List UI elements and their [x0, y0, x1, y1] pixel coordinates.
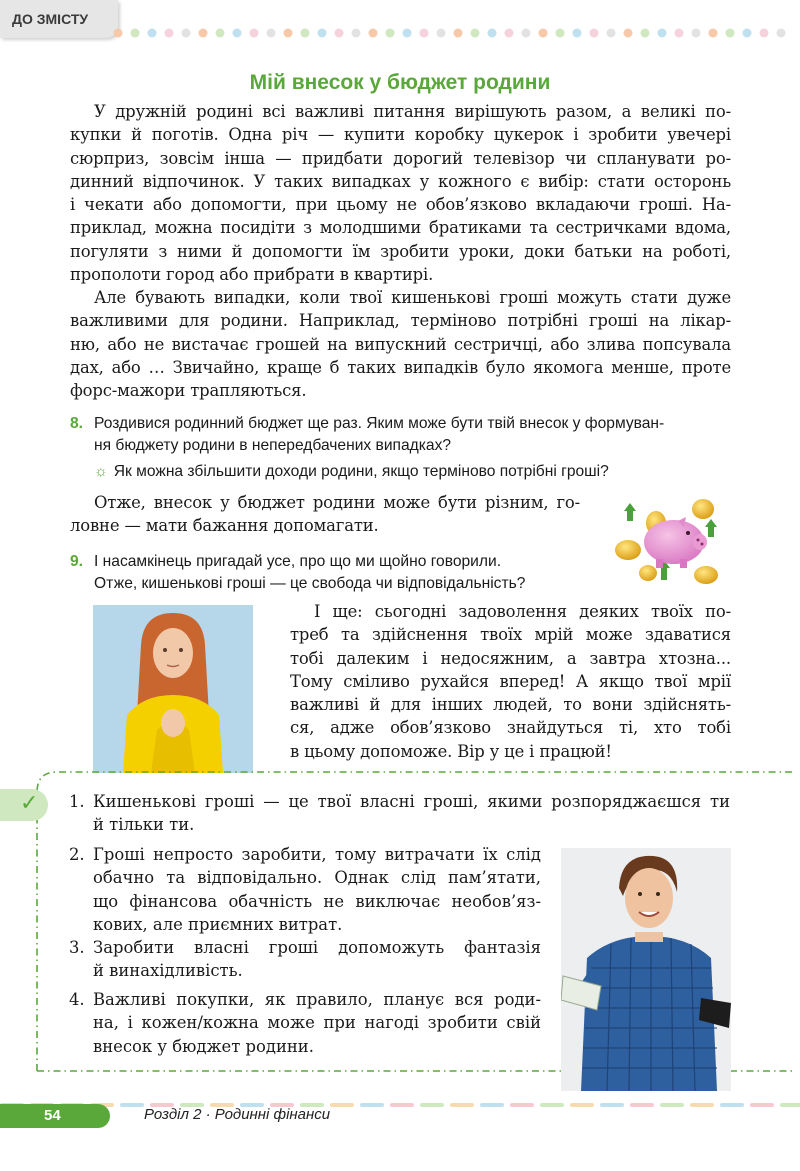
decor-dot: [471, 29, 480, 38]
decor-dot: [335, 29, 344, 38]
decor-dot: [284, 29, 293, 38]
text-line: треб та здійснення твоїх мрій може здаватися: [290, 625, 731, 645]
sun-icon: ☼: [94, 463, 108, 480]
paragraph-dreams: [290, 600, 731, 763]
decor-dot: [386, 29, 395, 38]
summary-line: Важливі покупки, як правило, планує вся роди-: [93, 990, 541, 1009]
decor-dot: [403, 29, 412, 38]
decor-dot: [114, 29, 123, 38]
text-line: Але бувають випадки, коли твої кишенькові гроші можуть стати дуже: [94, 288, 731, 307]
task-line: ня бюджету родини в непередбачених випадках?: [94, 437, 452, 454]
summary-number: 1.: [69, 792, 85, 811]
summary-check-tab: [0, 789, 48, 821]
back-to-contents-button[interactable]: ДО ЗМІСТУ: [0, 0, 118, 38]
text-line: Отже, внесок у бюджет родини може бути різним, го-: [94, 493, 580, 512]
text-line: погуляти з ними й допомогти їм зробити уроки, доки батьки на роботі,: [70, 241, 731, 261]
summary-number: 4.: [69, 990, 85, 1009]
decor-dot: [369, 29, 378, 38]
summary-line: й тільки ти.: [93, 815, 195, 835]
summary-number: 2.: [69, 845, 85, 864]
task-line: Роздивися родинний бюджет ще раз. Яким може бути твій внесок у формуван-: [94, 415, 665, 432]
summary-number: 3.: [69, 938, 85, 957]
decor-dot: [165, 29, 174, 38]
summary-line: Заробити власні гроші допоможуть фантазія: [93, 938, 541, 957]
decor-dot: [590, 29, 599, 38]
decorative-stripes: [0, 1093, 800, 1099]
decor-dot: [658, 29, 667, 38]
text-line: прополоти город або прибрати в квартирі.: [70, 265, 434, 285]
decor-dot: [148, 29, 157, 38]
decor-dot: [216, 29, 225, 38]
text-line: ловне — мати бажання допомагати.: [70, 516, 379, 536]
decor-dot: [624, 29, 633, 38]
text-line: Тому сміливо рухайся вперед! А якщо твої мрії: [290, 671, 731, 691]
decor-dot: [437, 29, 446, 38]
summary-line: що фінансова обачність не виключає необов’яз-: [93, 891, 541, 911]
task-line: І насамкінець пригадай усе, про що ми щойно говорили.: [94, 553, 502, 570]
text-line: тобі далеким і недосяжним, а завтра хтозна...: [290, 648, 731, 668]
decor-dot: [131, 29, 140, 38]
decor-dot: [607, 29, 616, 38]
decor-dot: [233, 29, 242, 38]
decor-dot: [556, 29, 565, 38]
page-number: 54: [0, 1104, 110, 1128]
text-line: динний відпочинок. У таких випадках у кожного є вибір: стати осторонь: [70, 171, 731, 191]
decor-stripe: [660, 1103, 684, 1107]
decorative-dots: [112, 27, 792, 39]
text-line: ся, адже обов’язково знайдуться ті, хто тобі: [290, 718, 731, 738]
decor-dot: [709, 29, 718, 38]
decor-stripe: [570, 1103, 594, 1107]
text-line: сюрприз, зовсім інша — придбати дорогий телевізор чи спланувати ро-: [70, 148, 731, 168]
decor-dot: [267, 29, 276, 38]
text-line: У дружній родині всі важливі питання вирішують разом, а великі по-: [94, 102, 731, 121]
decor-dot: [318, 29, 327, 38]
decor-stripe: [780, 1103, 800, 1107]
decor-dot: [726, 29, 735, 38]
page-title: Мій внесок у бюджет родини: [249, 71, 551, 94]
text-line: важливими для родини. Наприклад, терміново потрібні гроші на лікар-: [70, 311, 731, 331]
text-line: купки й поготів. Одна річ — купити коробку цукерок і зробити увечері: [70, 125, 731, 145]
summary-item: [69, 988, 541, 1058]
decor-stripe: [360, 1103, 384, 1107]
text-line: ню, або не вистачає грошей на випускний сестричці, або злива попсувала: [70, 334, 731, 354]
summary-line: внесок у бюджет родини.: [93, 1036, 314, 1056]
decor-dot: [352, 29, 361, 38]
girl-photo: [93, 605, 253, 773]
decor-stripe: [630, 1103, 654, 1107]
paragraph-conclusion: [70, 491, 580, 538]
decor-dot: [539, 29, 548, 38]
summary-line: Гроші непросто заробити, тому витрачати їх слід: [93, 845, 541, 864]
summary-line: й винахідливість.: [93, 961, 243, 981]
checkmark-icon: ✓: [20, 791, 39, 816]
task-number: 9.: [70, 553, 84, 570]
section-title: Розділ 2 · Родинні фінанси: [144, 1106, 331, 1123]
decor-stripe: [330, 1103, 354, 1107]
decor-stripe: [390, 1103, 414, 1107]
decor-dot: [777, 29, 786, 38]
summary-item: [69, 790, 730, 837]
summary-line: Кишенькові гроші — це твої власні гроші, якими розпоряджаєшся ти: [93, 792, 730, 811]
decor-stripe: [720, 1103, 744, 1107]
summary-line: кових, але приємних витрат.: [93, 914, 343, 934]
piggy-bank-coins-illustration: [608, 495, 728, 590]
decor-dot: [641, 29, 650, 38]
decor-dot: [301, 29, 310, 38]
decor-stripe: [120, 1103, 144, 1107]
summary-line: на, і кожен/кожна може при нагоді зробити свій: [93, 1013, 541, 1033]
text-line: і чекати або допомогти, при цьому не обов’язково вкладаючи гроші. На-: [70, 195, 731, 215]
task-8-sub-question: [94, 461, 609, 483]
decor-dot: [743, 29, 752, 38]
paragraph-emergencies: [70, 286, 731, 402]
text-line: форс-мажори трапляються.: [70, 381, 307, 401]
decor-dot: [488, 29, 497, 38]
text-line: дах, або … Звичайно, краще б таких випадків було якомога менше, проте: [70, 357, 731, 377]
task-number: 8.: [70, 415, 84, 432]
decor-stripe: [420, 1103, 444, 1107]
summary-item: [69, 936, 541, 983]
decor-dot: [454, 29, 463, 38]
decor-dot: [760, 29, 769, 38]
task-9: [70, 551, 594, 595]
text-line: приклад, можна посидіти з молодшими братиками та сестричками вдома,: [70, 218, 731, 238]
decor-dot: [675, 29, 684, 38]
decor-dot: [182, 29, 191, 38]
decor-dot: [505, 29, 514, 38]
decor-stripe: [750, 1103, 774, 1107]
decor-dot: [420, 29, 429, 38]
decor-stripe: [540, 1103, 564, 1107]
text-line: І ще: сьогодні задоволення деяких твоїх по-: [314, 602, 731, 621]
decor-stripe: [480, 1103, 504, 1107]
decor-dot: [573, 29, 582, 38]
decor-stripe: [510, 1103, 534, 1107]
decor-dot: [250, 29, 259, 38]
task-8: [70, 413, 734, 457]
decor-dot: [199, 29, 208, 38]
decor-dot: [522, 29, 531, 38]
paragraph-intro: [70, 100, 731, 286]
boy-photo: [561, 848, 731, 1091]
text-line: важливі й для інших людей, то вони здійснять-: [290, 695, 731, 715]
sub-question-text: Як можна збільшити доходи родини, якщо терміново потрібні гроші?: [113, 463, 609, 480]
decor-stripe: [600, 1103, 624, 1107]
summary-item: [69, 843, 541, 936]
text-line: в цьому допоможе. Вір у це і працюй!: [290, 741, 612, 761]
summary-line: обачно та відповідально. Однак слід пам’ятати,: [93, 868, 541, 888]
decor-stripe: [690, 1103, 714, 1107]
task-line: Отже, кишенькові гроші — це свобода чи відповідальність?: [94, 575, 526, 592]
decor-dot: [692, 29, 701, 38]
decor-stripe: [450, 1103, 474, 1107]
